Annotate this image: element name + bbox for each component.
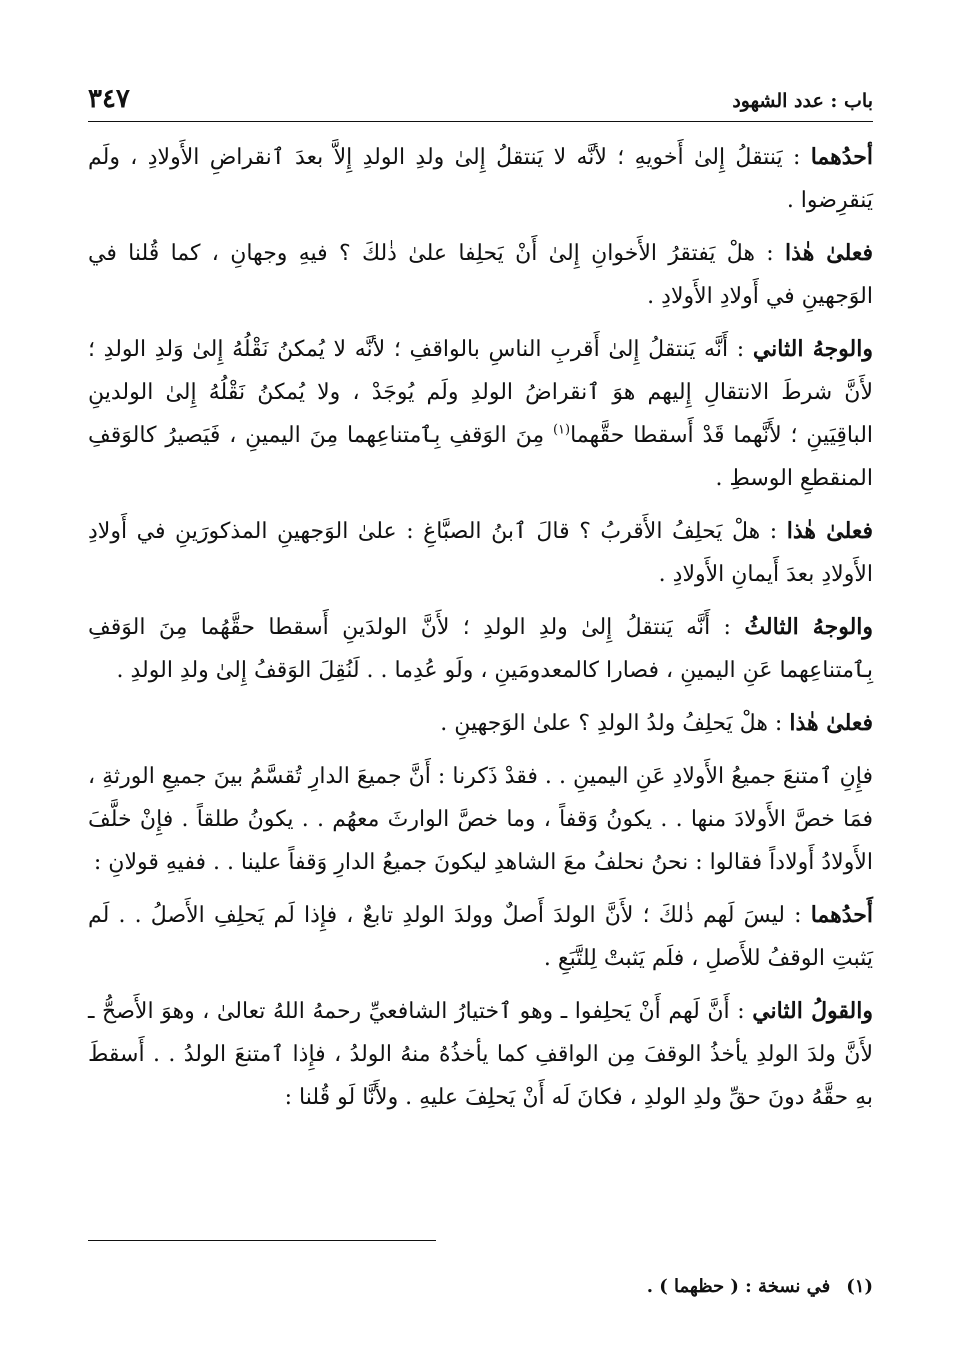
- paragraph-text: : يَنتقلُ إِلىٰ أَخويهِ ؛ لأنَّه لا يَنتقلُ إِلىٰ ولدِ الولدِ إِلاَّ بعدَ ٱنقراضِ الأَولادِ ، ولَم يَنقرِضوا .: [88, 145, 873, 213]
- paragraph-lead: والوجهُ الثالثُ: [744, 614, 874, 640]
- header-divider: [88, 121, 873, 122]
- paragraph-text: : هلْ يَحلِفُ ولدُ الولدِ ؟ علىٰ الوَجهينِ .: [440, 711, 790, 736]
- paragraph-text-continued: مِنَ الوَقفِ بِٱمتناعِهما مِنَ اليمينِ ، فَيَصيرُ كالوَقفِ المنقطعِ الوسطِ .: [88, 423, 873, 491]
- footnote-divider: [88, 1240, 436, 1241]
- footnote-number: (١): [846, 1276, 873, 1297]
- paragraph: [88, 894, 873, 980]
- paragraph-text: : أَنَّه يَنتقلُ إِلىٰ ولدِ الولدِ ؛ لأَنَّ الولدَينِ أَسقطا حقَّهُما مِنَ الوَقفِ بِٱمتناعِهما عَنِ اليمينِ ، فصارا كالمعدومَينِ ، ولَو عُدِما . . لَنُقِلَ الوَقفُ إِلىٰ ولدِ الولدِ .: [88, 615, 873, 683]
- paragraph-text: : ليسَ لَهم ذٰلكَ ؛ لأَنَّ الولدَ أَصلٌ وولدَ الولدِ تابعٌ ، فإِذا لَم يَحلِفِ الأَصلُ . . لَم يَثبتِ الوقفُ للأَصلِ ، فلَم يَثبتْ لِلتَّبَعِ .: [88, 903, 873, 971]
- paragraph: [88, 990, 873, 1119]
- paragraph-lead: والوجهُ الثاني: [752, 336, 873, 362]
- paragraph-text: : هلْ يَفتقرُ الأَخوانِ إِلىٰ أَنْ يَحلِفا علىٰ ذٰلكَ ؟ فيهِ وجهانِ ، كما قُلنا في الوَجهينِ في أَولادِ الأَولادِ .: [88, 241, 873, 309]
- footnote-marker[interactable]: (١): [552, 422, 571, 438]
- running-header: [88, 80, 873, 120]
- paragraph-lead: فعلىٰ هٰذا: [786, 518, 874, 544]
- footnote: [88, 1276, 873, 1297]
- paragraph-text: : أَنَّ لَهم أَنْ يَحلِفوا ـ وهو ٱختيارُ الشافعيِّ رحمهُ اللهُ تعالىٰ ، وهوَ الأَصحُّ ـ لأَنَّ ولدَ الولدِ يأخذُ الوقفَ مِن الواقفِ كما يأخذُهُ منهُ الولدُ ، فإِذا ٱمتنعَ الولدُ . . أَسقطَ بهِ حقَّهُ دونَ حقِّ ولدِ الولدِ ، فكانَ لَه أَنْ يَحلِفَ عليهِ . ولأَنَّا لَو قُلنا :: [88, 999, 873, 1110]
- paragraph-lead: فعلىٰ هٰذا: [785, 240, 874, 266]
- paragraph-lead: فعلىٰ هٰذا: [789, 710, 873, 736]
- paragraph: [88, 755, 873, 884]
- paragraph-text: فإِنِ ٱمتنعَ جميعُ الأَولادِ عَنِ اليمينِ . . فقدْ ذَكرنا : أَنَّ جميعَ الدارِ تُقسَّمُ بينَ جميعِ الورثةِ ، فمَا خصَّ الأَولادَ منها . . يكونُ وَقفاً ، وما خصَّ الوارثَ معهُم . . يكونُ طلقاً . فإِنْ خلَّفَ الأَولادُ أَولاداً فقالوا : نحنُ نحلفُ معَ الشاهدِ ليكونَ جميعُ الدارِ وَقفاً علينا . . ففيهِ قولانِ :: [88, 764, 873, 875]
- paragraph: [88, 328, 873, 500]
- paragraph: [88, 232, 873, 318]
- paragraph: [88, 606, 873, 692]
- paragraph: [88, 702, 873, 745]
- page-number: ٣٤٧: [88, 84, 130, 114]
- paragraph-text: : أَنَّه يَنتقلُ إِلىٰ أَقربِ الناسِ بالواقفِ ؛ لأنَّه لا يُمكنُ نَقْلُهُ إِلىٰ وَلدِ الولدِ ؛ لأَنَّ شرطَ الانتقالِ إِليهم هوَ ٱنقراضُ الولدِ ولَم يُوجَدْ ، ولا يُمكنُ نَقْلُهُ إِلىٰ الولدينِ الباقِيَينِ ؛ لأَنَّهما قَدْ أَسقطا حقَّهما: [88, 337, 874, 448]
- footnote-text: في نسخة : ( حظهما ) .: [646, 1276, 831, 1297]
- paragraph: [88, 136, 873, 222]
- paragraph: [88, 510, 873, 596]
- chapter-title: باب : عدد الشهود: [732, 90, 873, 112]
- paragraph-lead: أحدُهما: [810, 144, 873, 170]
- main-text: [88, 136, 873, 1129]
- paragraph-lead: والقولُ الثاني: [752, 998, 873, 1024]
- paragraph-lead: أَحدُهما: [810, 902, 873, 928]
- paragraph-text: : هلْ يَحلِفُ الأَقربُ ؟ قالَ ٱبنُ الصبَّاغِ : علىٰ الوَجهينِ المذكورَينِ في أَولادِ الأَولادِ بعدَ أَيمانِ الأَولادِ .: [88, 519, 873, 587]
